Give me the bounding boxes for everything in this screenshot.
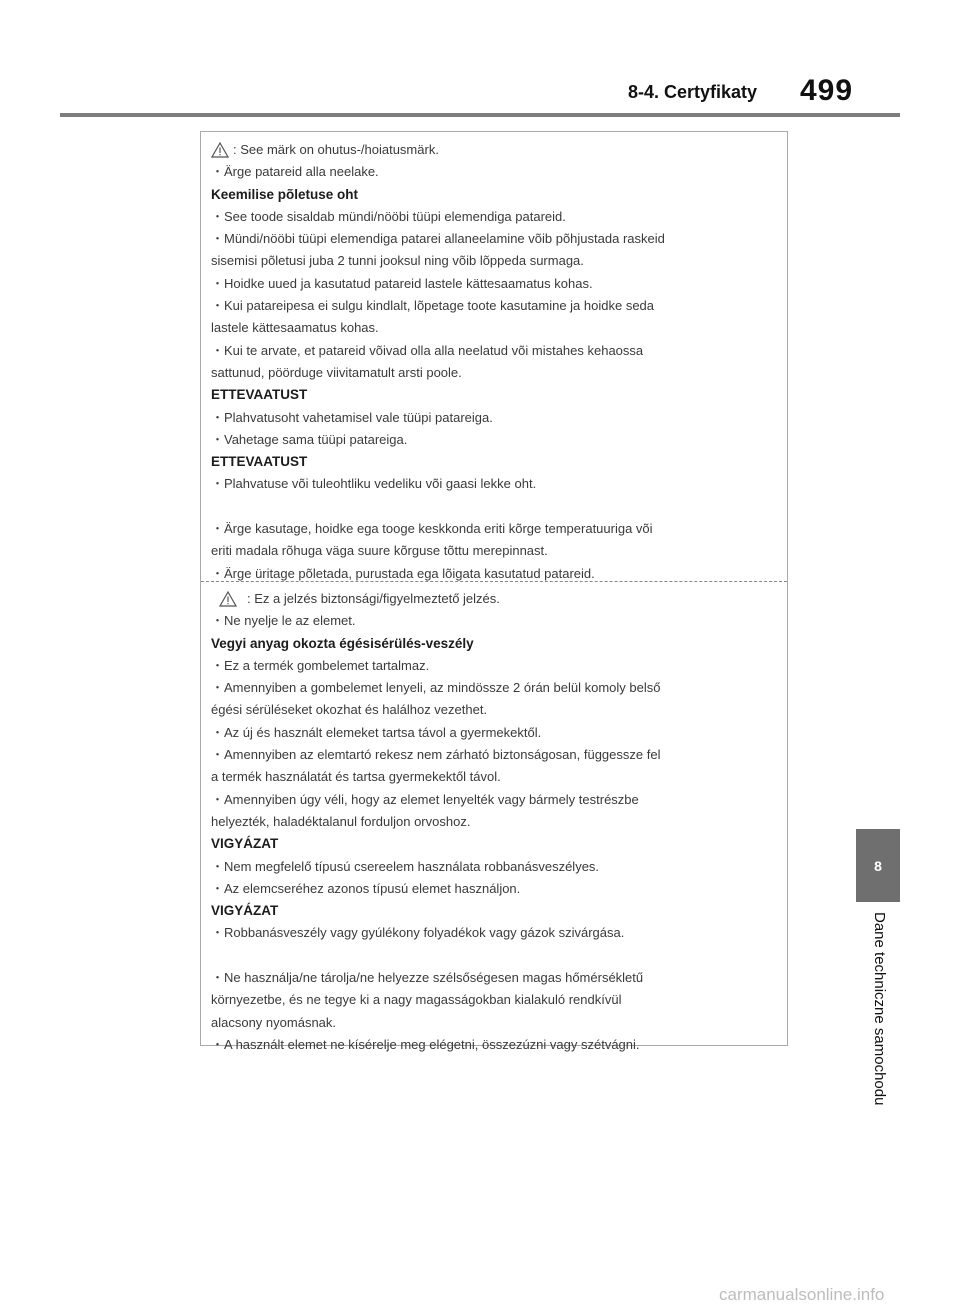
text-line: ・See toode sisaldab mündi/nööbi tüüpi elemendiga patareid. — [211, 208, 566, 224]
text-line: ・Nem megfelelő típusú csereelem használata robbanásveszélyes. — [211, 858, 600, 874]
blank-line — [211, 496, 783, 518]
section-divider — [201, 581, 787, 582]
hungarian-section — [211, 588, 783, 1056]
text-line: ・Vahetage sama tüüpi patareiga. — [211, 431, 408, 447]
text-line: ・Robbanásveszély vagy gyúlékony folyadékok vagy gázok szivárgása. — [211, 925, 625, 941]
estonian-section — [211, 139, 783, 585]
text-line: ・Ez a termék gombelemet tartalmaz. — [211, 657, 430, 673]
watermark: carmanualsonline.info — [719, 1285, 885, 1304]
text-line: lastele kättesaamatus kohas. — [211, 320, 379, 336]
text-line: ・Amennyiben úgy véli, hogy az elemet lenyelték vagy bármely testrészbe — [211, 791, 639, 807]
text-line: ・Kui te arvate, et patareid võivad olla alla neelatud või mistahes kehaossa — [211, 342, 644, 358]
text-line: ・Amennyiben az elemtartó rekesz nem zárható biztonságosan, függessze fel — [211, 747, 661, 763]
certification-box — [200, 131, 788, 1052]
warning-symbol-text: : See märk on ohutus-/hoiatusmärk. — [233, 142, 439, 157]
text-line: a termék használatát és tartsa gyermekektől távol. — [211, 769, 501, 785]
section-heading: Keemilise põletuse oht — [211, 186, 359, 202]
text-line: ・Ne használja/ne tárolja/ne helyezze szélsőségesen magas hőmérsékletű — [211, 970, 644, 986]
text-line: környezetbe, és ne tegye ki a nagy magasságokban kialakuló rendkívül — [211, 992, 622, 1008]
text-line: ・Ärge kasutage, hoidke ega tooge keskkonda eriti kõrge temperatuuriga või — [211, 521, 653, 537]
text-line: eriti madala rõhuga väga suure kõrguse tõttu merepinnast. — [211, 543, 548, 559]
text-line: ・Ärge üritage põletada, purustada ega lõigata kasutatud patareid. — [211, 565, 595, 581]
text-line: égési sérüléseket okozhat és halálhoz vezethet. — [211, 702, 488, 718]
header-rule — [60, 113, 900, 117]
text-line: helyezték, haladéktalanul forduljon orvoshoz. — [211, 813, 471, 829]
page-number: 499 — [800, 74, 854, 107]
text-line: sisemisi põletusi juba 2 tunni jooksul ning võib lõppeda surmaga. — [211, 253, 584, 269]
text-line: ・Az új és használt elemeket tartsa távol a gyermekektől. — [211, 724, 542, 740]
section-heading: ETTEVAATUST — [211, 454, 308, 470]
warning-symbol-line — [211, 588, 783, 610]
chapter-label: Dane techniczne samochodu — [871, 912, 888, 1106]
section-heading: ETTEVAATUST — [211, 387, 308, 403]
text-line: sattunud, pöörduge viivitamatult arsti poole. — [211, 364, 462, 380]
section-heading: VIGYÁZAT — [211, 836, 279, 852]
chapter-tab: 8 — [856, 829, 900, 902]
warning-symbol-text: : Ez a jelzés biztonsági/figyelmeztető jelzés. — [247, 591, 500, 606]
section-heading: Vegyi anyag okozta égésisérülés-veszély — [211, 635, 474, 651]
warning-triangle-icon — [211, 142, 229, 158]
text-line: ・Ärge patareid alla neelake. — [211, 164, 379, 180]
blank-line — [211, 945, 783, 967]
text-line: ・Plahvatusoht vahetamisel vale tüüpi patareiga. — [211, 409, 493, 425]
warning-triangle-icon — [219, 591, 237, 607]
text-line: ・Kui patareipesa ei sulgu kindlalt, lõpetage toote kasutamine ja hoidke seda — [211, 298, 655, 314]
section-title: 8-4. Certyfikaty — [628, 82, 758, 102]
warning-symbol-line — [211, 139, 783, 161]
text-line: ・A használt elemet ne kísérelje meg elégetni, összezúzni vagy szétvágni. — [211, 1036, 640, 1052]
section-heading: VIGYÁZAT — [211, 903, 279, 919]
text-line: alacsony nyomásnak. — [211, 1014, 337, 1030]
text-line: ・Az elemcseréhez azonos típusú elemet használjon. — [211, 880, 521, 896]
text-line: ・Hoidke uued ja kasutatud patareid lastele kättesaamatus kohas. — [211, 275, 593, 291]
text-line: ・Mündi/nööbi tüüpi elemendiga patarei allaneelamine võib põhjustada raskeid — [211, 231, 665, 247]
text-line: ・Plahvatuse või tuleohtliku vedeliku või gaasi lekke oht. — [211, 476, 537, 492]
text-line: ・Amennyiben a gombelemet lenyeli, az mindössze 2 órán belül komoly belső — [211, 680, 661, 696]
text-line: ・Ne nyelje le az elemet. — [211, 613, 356, 629]
